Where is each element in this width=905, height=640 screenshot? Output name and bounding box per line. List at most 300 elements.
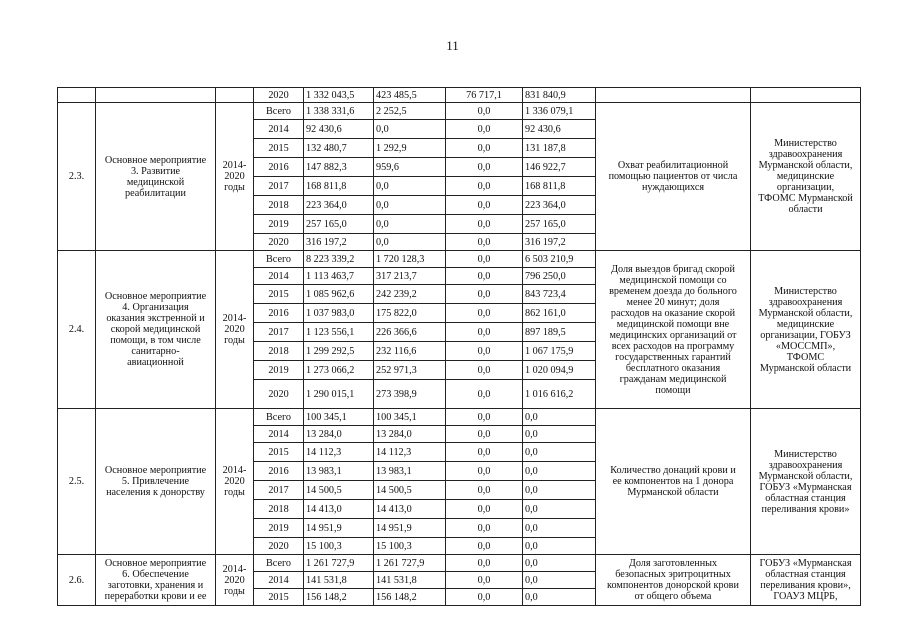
federal-cell	[446, 426, 523, 443]
total-cell	[304, 361, 374, 380]
activity-name-text: Основное мероприятие 4. Организация оказания экстренной и скорой медицинской помощи, в том числе санитарно- авиационной	[104, 291, 207, 368]
goal-indicator-text: Охват реабилитационной помощью пациентов от числа нуждающихся	[608, 160, 738, 193]
federal-cell	[446, 361, 523, 380]
tfoms-cell	[523, 234, 596, 251]
total-cell-text: 14 413,0	[306, 503, 342, 515]
regional-cell	[374, 251, 446, 268]
period-cell-text: 2014- 2020 годы	[222, 563, 247, 597]
federal-cell-text: 0,0	[477, 591, 491, 603]
regional-cell	[374, 500, 446, 519]
federal-cell	[446, 120, 523, 139]
federal-cell-text: 0,0	[477, 465, 491, 477]
tfoms-cell-text: 0,0	[525, 411, 538, 423]
goal-indicator	[596, 409, 751, 555]
year-cell	[254, 481, 304, 500]
goal-indicator-text: Доля выездов бригад скорой медицинской помощи со временем доезда до больного менее 20 минут; доля расходов на оказание скорой медицинской помощи вне медицинских организаций от всех расходов на программу государственных гарантий бесплатного оказания гражданам медицинской помощи	[609, 263, 737, 396]
table-row	[58, 555, 861, 572]
total-cell-text: 1 037 983,0	[306, 307, 355, 319]
tfoms-cell-text: 6 503 210,9	[525, 253, 574, 265]
tfoms-cell-text: 862 161,0	[525, 307, 566, 319]
regional-cell-text: 14 112,3	[376, 446, 412, 458]
tfoms-cell	[523, 426, 596, 443]
total-cell-text: 1 290 015,1	[306, 388, 355, 400]
total-cell	[304, 251, 374, 268]
regional-cell-text: 1 720 128,3	[376, 253, 425, 265]
table-row	[58, 251, 861, 268]
total-cell	[304, 555, 374, 572]
federal-cell	[446, 139, 523, 158]
federal-cell-text: 0,0	[477, 503, 491, 515]
regional-cell-text: 0,0	[376, 218, 389, 230]
regional-cell	[374, 361, 446, 380]
total-cell-text: 141 531,8	[306, 574, 347, 586]
year-cell	[254, 519, 304, 538]
total-cell	[304, 342, 374, 361]
activity-name	[96, 88, 216, 103]
federal-cell	[446, 158, 523, 177]
federal-cell-text: 0,0	[477, 484, 491, 496]
year-cell	[254, 139, 304, 158]
tfoms-cell	[523, 285, 596, 304]
federal-cell-text: 0,0	[477, 326, 491, 338]
tfoms-cell-text: 1 067 175,9	[525, 345, 574, 357]
regional-cell-text: 100 345,1	[376, 411, 417, 423]
tfoms-cell-text: 0,0	[525, 591, 538, 603]
tfoms-cell	[523, 342, 596, 361]
goal-indicator	[596, 88, 751, 103]
year-cell	[254, 426, 304, 443]
total-cell-text: 1 338 331,6	[306, 105, 355, 117]
total-cell	[304, 462, 374, 481]
tfoms-cell	[523, 519, 596, 538]
table-row	[58, 409, 861, 426]
year-cell	[254, 342, 304, 361]
tfoms-cell-text: 796 250,0	[525, 270, 566, 282]
tfoms-cell-text: 146 922,7	[525, 161, 566, 173]
federal-cell	[446, 409, 523, 426]
section-number-text: 2.6.	[68, 574, 85, 586]
federal-cell	[446, 500, 523, 519]
year-cell	[254, 361, 304, 380]
regional-cell-text: 0,0	[376, 123, 389, 135]
goal-indicator-text: Доля заготовленных безопасных эритроцитных компонентов донорской крови от общего объема	[607, 558, 739, 602]
year-cell-text: 2015	[268, 446, 289, 458]
federal-cell	[446, 462, 523, 481]
total-cell	[304, 88, 374, 103]
tfoms-cell	[523, 589, 596, 606]
total-cell	[304, 481, 374, 500]
regional-cell	[374, 538, 446, 555]
year-cell	[254, 380, 304, 409]
year-cell	[254, 409, 304, 426]
regional-cell-text: 1 261 727,9	[376, 557, 425, 569]
regional-cell	[374, 158, 446, 177]
year-cell	[254, 572, 304, 589]
total-cell	[304, 323, 374, 342]
total-cell-text: 15 100,3	[306, 540, 342, 552]
year-cell	[254, 88, 304, 103]
federal-cell	[446, 88, 523, 103]
total-cell-text: 257 165,0	[306, 218, 347, 230]
federal-cell-text: 0,0	[477, 199, 491, 211]
section-number-text: 2.4.	[68, 324, 85, 335]
regional-cell-text: 14 500,5	[376, 484, 412, 496]
total-cell	[304, 443, 374, 462]
regional-cell-text: 226 366,6	[376, 326, 417, 338]
table-body	[58, 88, 861, 606]
total-cell-text: 1 113 463,7	[306, 270, 355, 282]
regional-cell-text: 242 239,2	[376, 288, 417, 300]
section-number	[58, 555, 96, 606]
federal-cell-text: 0,0	[477, 253, 491, 265]
section-number	[58, 103, 96, 251]
year-cell-text: 2017	[268, 326, 289, 338]
period-cell	[216, 88, 254, 103]
year-cell	[254, 103, 304, 120]
year-cell-text: 2015	[268, 288, 289, 300]
period-cell-text: 2014- 2020 годы	[222, 160, 247, 193]
responsible-executor	[751, 555, 861, 606]
activity-name-text: Основное мероприятие 3. Развитие медицинской реабилитации	[104, 154, 207, 199]
year-cell-text: 2017	[268, 180, 289, 192]
federal-cell-text: 0,0	[477, 288, 491, 300]
regional-cell	[374, 409, 446, 426]
total-cell	[304, 103, 374, 120]
regional-cell	[374, 88, 446, 103]
section-number	[58, 409, 96, 555]
regional-cell-text: 0,0	[376, 199, 389, 211]
year-cell-text: 2016	[268, 307, 289, 319]
federal-cell-text: 0,0	[477, 557, 491, 569]
federal-cell	[446, 481, 523, 500]
total-cell-text: 13 284,0	[306, 428, 342, 440]
regional-cell	[374, 139, 446, 158]
year-cell	[254, 234, 304, 251]
regional-cell-text: 273 398,9	[376, 388, 417, 400]
tfoms-cell	[523, 538, 596, 555]
federal-cell	[446, 538, 523, 555]
regional-cell	[374, 268, 446, 285]
regional-cell-text: 2 252,5	[376, 105, 407, 117]
year-cell-text: Всего	[266, 411, 291, 423]
federal-cell	[446, 342, 523, 361]
responsible-executor-text: ГОБУЗ «Мурманская областная станция переливания крови», ГОАУЗ МЦРБ,	[759, 558, 852, 602]
regional-cell	[374, 103, 446, 120]
year-cell-text: 2014	[268, 428, 289, 440]
regional-cell-text: 175 822,0	[376, 307, 417, 319]
federal-cell-text: 0,0	[477, 270, 491, 282]
federal-cell	[446, 103, 523, 120]
total-cell	[304, 177, 374, 196]
year-cell-text: 2018	[268, 199, 289, 211]
federal-cell-text: 0,0	[477, 574, 491, 586]
year-cell	[254, 120, 304, 139]
total-cell-text: 1 261 727,9	[306, 557, 355, 569]
regional-cell-text: 252 971,3	[376, 364, 417, 376]
total-cell-text: 100 345,1	[306, 411, 347, 423]
year-cell-text: 2020	[268, 540, 289, 552]
tfoms-cell-text: 0,0	[525, 446, 538, 458]
total-cell	[304, 268, 374, 285]
year-cell-text: 2018	[268, 345, 289, 357]
federal-cell-text: 0,0	[477, 364, 491, 376]
federal-cell	[446, 572, 523, 589]
tfoms-cell-text: 897 189,5	[525, 326, 566, 338]
total-cell-text: 1 085 962,6	[306, 288, 355, 300]
regional-cell	[374, 443, 446, 462]
total-cell-text: 14 500,5	[306, 484, 342, 496]
regional-cell-text: 141 531,8	[376, 574, 417, 586]
tfoms-cell	[523, 443, 596, 462]
goal-indicator	[596, 555, 751, 606]
year-cell	[254, 158, 304, 177]
year-cell-text: Всего	[266, 557, 291, 569]
federal-cell-text: 0,0	[477, 123, 491, 135]
total-cell	[304, 196, 374, 215]
year-cell	[254, 196, 304, 215]
federal-cell-text: 0,0	[477, 540, 491, 552]
total-cell	[304, 426, 374, 443]
year-cell-text: 2019	[268, 364, 289, 376]
total-cell-text: 14 112,3	[306, 446, 342, 458]
tfoms-cell-text: 1 020 094,9	[525, 364, 574, 376]
federal-cell-text: 0,0	[477, 142, 491, 154]
federal-cell	[446, 268, 523, 285]
year-cell-text: 2014	[268, 270, 289, 282]
regional-cell	[374, 323, 446, 342]
federal-cell	[446, 323, 523, 342]
tfoms-cell	[523, 361, 596, 380]
regional-cell	[374, 519, 446, 538]
year-cell	[254, 177, 304, 196]
total-cell-text: 316 197,2	[306, 236, 347, 248]
federal-cell	[446, 380, 523, 409]
tfoms-cell	[523, 304, 596, 323]
total-cell	[304, 500, 374, 519]
regional-cell-text: 0,0	[376, 180, 389, 192]
section-number	[58, 251, 96, 409]
tfoms-cell-text: 831 840,9	[525, 89, 566, 101]
year-cell	[254, 443, 304, 462]
regional-cell-text: 13 284,0	[376, 428, 412, 440]
goal-indicator-text: Количество донаций крови и ее компонентов на 1 донора Мурманской области	[610, 465, 736, 498]
year-cell-text: 2020	[268, 236, 289, 248]
regional-cell	[374, 589, 446, 606]
goal-indicator	[596, 251, 751, 409]
tfoms-cell	[523, 481, 596, 500]
federal-cell-text: 0,0	[477, 105, 491, 117]
year-cell-text: 2020	[268, 89, 289, 101]
activity-name	[96, 409, 216, 555]
regional-cell-text: 0,0	[376, 236, 389, 248]
tfoms-cell	[523, 158, 596, 177]
regional-cell-text: 14 413,0	[376, 503, 412, 515]
tfoms-cell	[523, 323, 596, 342]
tfoms-cell-text: 168 811,8	[525, 180, 566, 192]
tfoms-cell	[523, 462, 596, 481]
tfoms-cell-text: 257 165,0	[525, 218, 566, 230]
tfoms-cell-text: 92 430,6	[525, 123, 561, 135]
tfoms-cell	[523, 177, 596, 196]
tfoms-cell-text: 0,0	[525, 557, 538, 569]
regional-cell	[374, 342, 446, 361]
total-cell-text: 147 882,3	[306, 161, 347, 173]
tfoms-cell	[523, 251, 596, 268]
federal-cell-text: 0,0	[477, 236, 491, 248]
year-cell	[254, 268, 304, 285]
total-cell	[304, 519, 374, 538]
period-cell	[216, 555, 254, 606]
total-cell	[304, 572, 374, 589]
section-number-text: 2.3.	[68, 171, 85, 182]
federal-cell-text: 76 717,1	[466, 89, 502, 101]
tfoms-cell-text: 0,0	[525, 465, 538, 477]
federal-cell	[446, 589, 523, 606]
year-cell	[254, 304, 304, 323]
period-cell	[216, 251, 254, 409]
table-row	[58, 88, 861, 103]
total-cell	[304, 589, 374, 606]
total-cell	[304, 120, 374, 139]
total-cell-text: 223 364,0	[306, 199, 347, 211]
year-cell-text: 2014	[268, 574, 289, 586]
federal-cell-text: 0,0	[477, 180, 491, 192]
period-cell-text: 2014- 2020 годы	[222, 313, 247, 346]
total-cell-text: 168 811,8	[306, 180, 347, 192]
total-cell-text: 92 430,6	[306, 123, 342, 135]
year-cell-text: 2020	[268, 388, 289, 400]
year-cell-text: 2017	[268, 484, 289, 496]
year-cell-text: 2018	[268, 503, 289, 515]
tfoms-cell	[523, 380, 596, 409]
total-cell	[304, 380, 374, 409]
year-cell-text: 2014	[268, 123, 289, 135]
regional-cell-text: 232 116,6	[376, 345, 417, 357]
federal-cell-text: 0,0	[477, 388, 491, 400]
federal-cell-text: 0,0	[477, 345, 491, 357]
federal-cell	[446, 234, 523, 251]
tfoms-cell	[523, 555, 596, 572]
total-cell	[304, 158, 374, 177]
federal-cell	[446, 555, 523, 572]
total-cell-text: 13 983,1	[306, 465, 342, 477]
total-cell	[304, 285, 374, 304]
tfoms-cell-text: 0,0	[525, 484, 538, 496]
year-cell	[254, 500, 304, 519]
tfoms-cell	[523, 268, 596, 285]
regional-cell	[374, 426, 446, 443]
tfoms-cell-text: 0,0	[525, 522, 538, 534]
regional-cell	[374, 234, 446, 251]
total-cell-text: 1 273 066,2	[306, 364, 355, 376]
total-cell-text: 132 480,7	[306, 142, 347, 154]
regional-cell	[374, 196, 446, 215]
tfoms-cell-text: 0,0	[525, 428, 538, 440]
total-cell	[304, 215, 374, 234]
regional-cell-text: 14 951,9	[376, 522, 412, 534]
responsible-executor	[751, 88, 861, 103]
activity-name	[96, 555, 216, 606]
tfoms-cell	[523, 500, 596, 519]
federal-cell	[446, 304, 523, 323]
federal-cell-text: 0,0	[477, 161, 491, 173]
activity-name-text: Основное мероприятие 5. Привлечение населения к донорству	[104, 465, 207, 498]
tfoms-cell	[523, 409, 596, 426]
federal-cell	[446, 251, 523, 268]
responsible-executor	[751, 251, 861, 409]
total-cell-text: 156 148,2	[306, 591, 347, 603]
activity-name-text: Основное мероприятие 6. Обеспечение заготовки, хранения и переработки крови и ее	[104, 558, 207, 602]
tfoms-cell	[523, 88, 596, 103]
regional-cell-text: 13 983,1	[376, 465, 412, 477]
regional-cell-text: 1 292,9	[376, 142, 407, 154]
section-number	[58, 88, 96, 103]
total-cell	[304, 304, 374, 323]
tfoms-cell-text: 223 364,0	[525, 199, 566, 211]
tfoms-cell-text: 1 336 079,1	[525, 105, 574, 117]
tfoms-cell	[523, 139, 596, 158]
program-table	[57, 87, 861, 606]
tfoms-cell-text: 131 187,8	[525, 142, 566, 154]
activity-name	[96, 251, 216, 409]
year-cell-text: 2019	[268, 522, 289, 534]
responsible-executor	[751, 409, 861, 555]
federal-cell	[446, 519, 523, 538]
tfoms-cell	[523, 215, 596, 234]
period-cell	[216, 103, 254, 251]
tfoms-cell-text: 1 016 616,2	[525, 388, 574, 400]
federal-cell	[446, 215, 523, 234]
total-cell	[304, 538, 374, 555]
year-cell	[254, 215, 304, 234]
tfoms-cell-text: 0,0	[525, 540, 538, 552]
total-cell-text: 8 223 339,2	[306, 253, 355, 265]
federal-cell-text: 0,0	[477, 522, 491, 534]
total-cell	[304, 139, 374, 158]
regional-cell	[374, 177, 446, 196]
responsible-executor-text: Министерство здравоохранения Мурманской области, медицинские организации, ГОБУЗ «МОССМП», ТФОМС Мурманской области	[758, 285, 853, 374]
federal-cell-text: 0,0	[477, 307, 491, 319]
responsible-executor-text: Министерство здравоохранения Мурманской области, ГОБУЗ «Мурманская областная станция переливания крови»	[758, 448, 853, 515]
federal-cell	[446, 177, 523, 196]
regional-cell	[374, 215, 446, 234]
total-cell-text: 1 299 292,5	[306, 345, 355, 357]
regional-cell-text: 156 148,2	[376, 591, 417, 603]
year-cell	[254, 538, 304, 555]
regional-cell	[374, 120, 446, 139]
page-number: 11	[446, 38, 459, 53]
federal-cell	[446, 196, 523, 215]
responsible-executor-text: Министерство здравоохранения Мурманской области, медицинские организации, ТФОМС Мурманской области	[758, 138, 853, 215]
year-cell-text: 2019	[268, 218, 289, 230]
total-cell	[304, 409, 374, 426]
federal-cell-text: 0,0	[477, 428, 491, 440]
federal-cell	[446, 443, 523, 462]
year-cell	[254, 251, 304, 268]
year-cell-text: 2015	[268, 591, 289, 603]
year-cell-text: Всего	[266, 105, 291, 117]
table-row	[58, 103, 861, 120]
year-cell	[254, 462, 304, 481]
federal-cell	[446, 285, 523, 304]
year-cell	[254, 323, 304, 342]
federal-cell-text: 0,0	[477, 446, 491, 458]
regional-cell-text: 959,6	[376, 161, 399, 173]
total-cell-text: 1 332 043,5	[306, 89, 355, 101]
regional-cell	[374, 462, 446, 481]
regional-cell	[374, 285, 446, 304]
tfoms-cell-text: 0,0	[525, 503, 538, 515]
